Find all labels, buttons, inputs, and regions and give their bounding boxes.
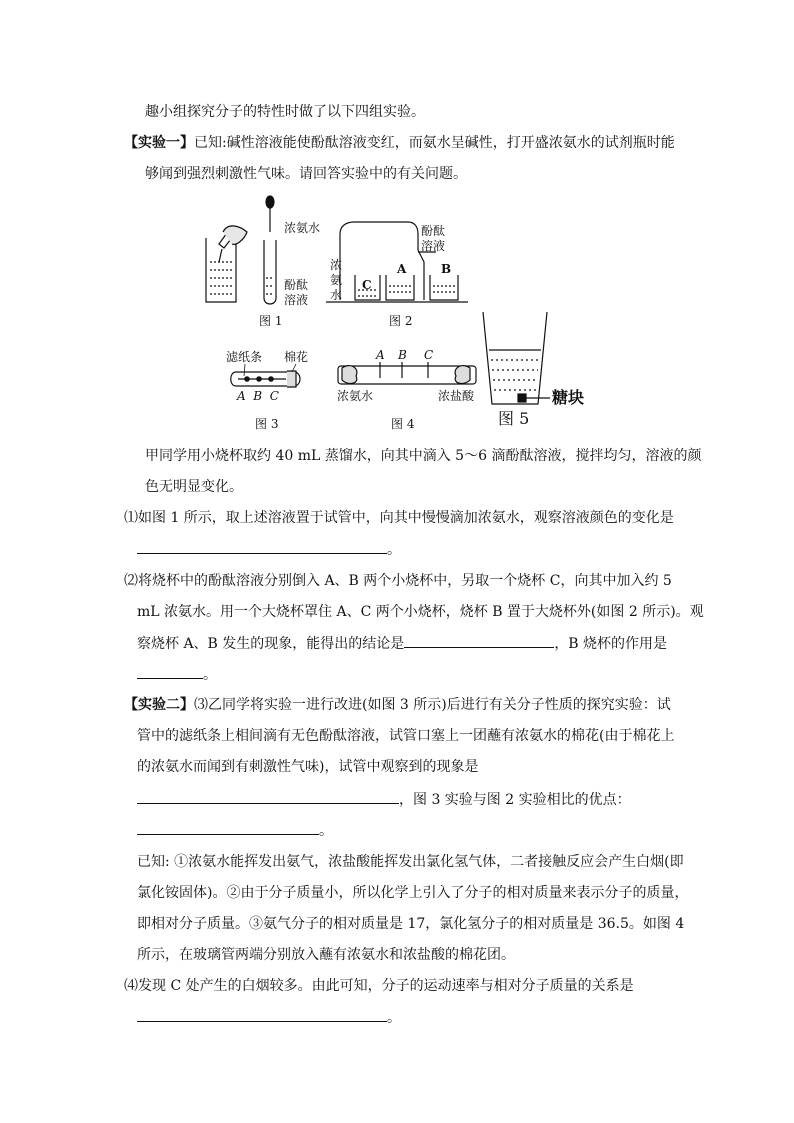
q1-line1: ⑴如图 1 所示，取上述溶液置于试管中，向其中慢慢滴加浓氨水，观察溶液颜色的变化是 xyxy=(124,510,674,526)
exp1-line2: 够闻到强烈刺激性气味。请回答实验中的有关问题。 xyxy=(145,166,467,182)
exp2-line4-text: ，图 3 实验与图 2 实验相比的优点： xyxy=(399,792,631,808)
fig1-label-bottom-1: 酚酞 xyxy=(284,278,309,292)
fig4-label-left: 浓氨水 xyxy=(337,389,374,403)
exp2-line2: 管中的滤纸条上相间滴有无色酚酞溶液，试管口塞上一团蘸有浓氨水的棉花(由于棉花上 xyxy=(137,728,675,744)
exp1-text-1: 已知:碱性溶液能使酚酞溶液变红，而氨水呈碱性，打开盛浓氨水的试剂瓶时能 xyxy=(194,135,675,151)
fig1-test-tube xyxy=(264,196,276,304)
fig1-label-top: 浓氨水 xyxy=(284,221,321,235)
q2-line3b: ，B 烧杯的作用是 xyxy=(554,636,668,652)
q1-answer-line xyxy=(137,539,401,560)
exp2-line3: 的浓氨水而闻到有刺激性气味)，试管中观察到的现象是 xyxy=(137,759,479,775)
q4-answer-blank[interactable] xyxy=(137,1007,387,1022)
fig2-label-left-1: 浓 xyxy=(330,258,343,272)
fig2-label-right-1: 酚酞 xyxy=(421,224,446,238)
fig5-label: 糖块 xyxy=(552,388,585,407)
exp2-line5-end: 。 xyxy=(319,823,333,839)
fig1-caption: 图 1 xyxy=(259,314,283,328)
para1-line1: 甲同学用小烧杯取约 40 mL 蒸馏水，向其中滴入 5～6 滴酚酞溶液，搅拌均匀，溶液的颜 xyxy=(145,448,702,464)
fig3-test-tube xyxy=(231,364,300,387)
q1-answer-blank[interactable] xyxy=(137,539,387,554)
fig4-caption: 图 4 xyxy=(391,417,415,431)
fig5-beaker xyxy=(483,312,550,404)
q2-line4 xyxy=(137,664,217,685)
exp2-line4 xyxy=(137,789,631,810)
known-line2: 氯化铵固体)。②由于分子质量小，所以化学上引入了分子的相对质量来表示分子的质量， xyxy=(137,885,689,901)
fig2-label-left-3: 水 xyxy=(330,288,343,302)
fig2-beaker-b: B xyxy=(441,262,452,276)
fig4-glass-tube xyxy=(338,362,476,384)
q2-line3a: 察烧杯 A、B 发生的现象，能得出的结论是 xyxy=(137,636,405,652)
exp2-text-1: ⑶乙同学将实验一进行改进(如图 3 所示)后进行有关分子性质的探究实验：试 xyxy=(194,697,671,713)
fig4-point-a: A xyxy=(376,348,385,362)
q4-answer-line xyxy=(137,1007,401,1028)
q3-advantage-blank[interactable] xyxy=(137,820,319,835)
known-line4: 所示，在玻璃管两端分别放入蘸有浓氨水和浓盐酸的棉花团。 xyxy=(137,947,515,963)
fig2-label-left-2: 氨 xyxy=(330,273,343,287)
fig3-label-left: 滤纸条 xyxy=(226,350,263,364)
fig3-label-right: 棉花 xyxy=(284,350,309,364)
fig1-label-bottom-2: 溶液 xyxy=(284,293,309,307)
q2-purpose-blank[interactable] xyxy=(137,664,203,679)
exp2-line5 xyxy=(137,820,333,841)
q2-line3 xyxy=(137,633,667,654)
q3-phenomenon-blank[interactable] xyxy=(137,789,399,804)
q4-end: 。 xyxy=(387,1010,401,1026)
q2-conclusion-blank[interactable] xyxy=(404,633,554,648)
known-line3: 即相对分子质量。③氨气分子的相对质量是 17，氯化氢分子的相对质量是 36.5。如图 4 xyxy=(137,916,685,932)
exp2-line1 xyxy=(124,695,671,715)
fig3-caption: 图 3 xyxy=(255,417,279,431)
q4-line1: ⑷发现 C 处产生的白烟较多。由此可知，分子的运动速率与相对分子质量的关系是 xyxy=(124,978,634,994)
fig4-label-right: 浓盐酸 xyxy=(438,389,475,403)
fig1-beaker-dropper xyxy=(206,226,247,302)
intro-text: 趣小组探究分子的特性时做了以下四组实验。 xyxy=(145,104,425,120)
exp2-tag: 【实验二】 xyxy=(124,697,194,713)
fig4-point-b: B xyxy=(398,348,407,362)
fig2-beaker-c: C xyxy=(362,278,372,292)
fig4-point-c: C xyxy=(424,348,434,362)
known-line1: 已知: ①浓氨水能挥发出氨气，浓盐酸能挥发出氯化氢气体，二者接触反应会产生白烟(即 xyxy=(137,854,684,870)
q2-line1: ⑵将烧杯中的酚酞溶液分别倒入 A、B 两个小烧杯中，另取一个烧杯 C，向其中加入约 5 xyxy=(124,573,672,589)
para1-line2: 色无明显变化。 xyxy=(145,479,243,495)
fig2-label-right-2: 溶液 xyxy=(421,239,446,253)
fig5-caption: 图 5 xyxy=(498,409,530,428)
fig3-points: A B C xyxy=(237,389,279,403)
q2-line2: mL 浓氨水。用一个大烧杯罩住 A、C 两个小烧杯，烧杯 B 置于大烧杯外(如图 2 所示)。观 xyxy=(137,604,704,620)
q1-end: 。 xyxy=(387,542,401,558)
exp1-tag: 【实验一】 xyxy=(124,135,194,151)
fig2-caption: 图 2 xyxy=(389,314,413,328)
q2-line4-end: 。 xyxy=(203,667,217,683)
fig2-beaker-a: A xyxy=(397,262,407,276)
